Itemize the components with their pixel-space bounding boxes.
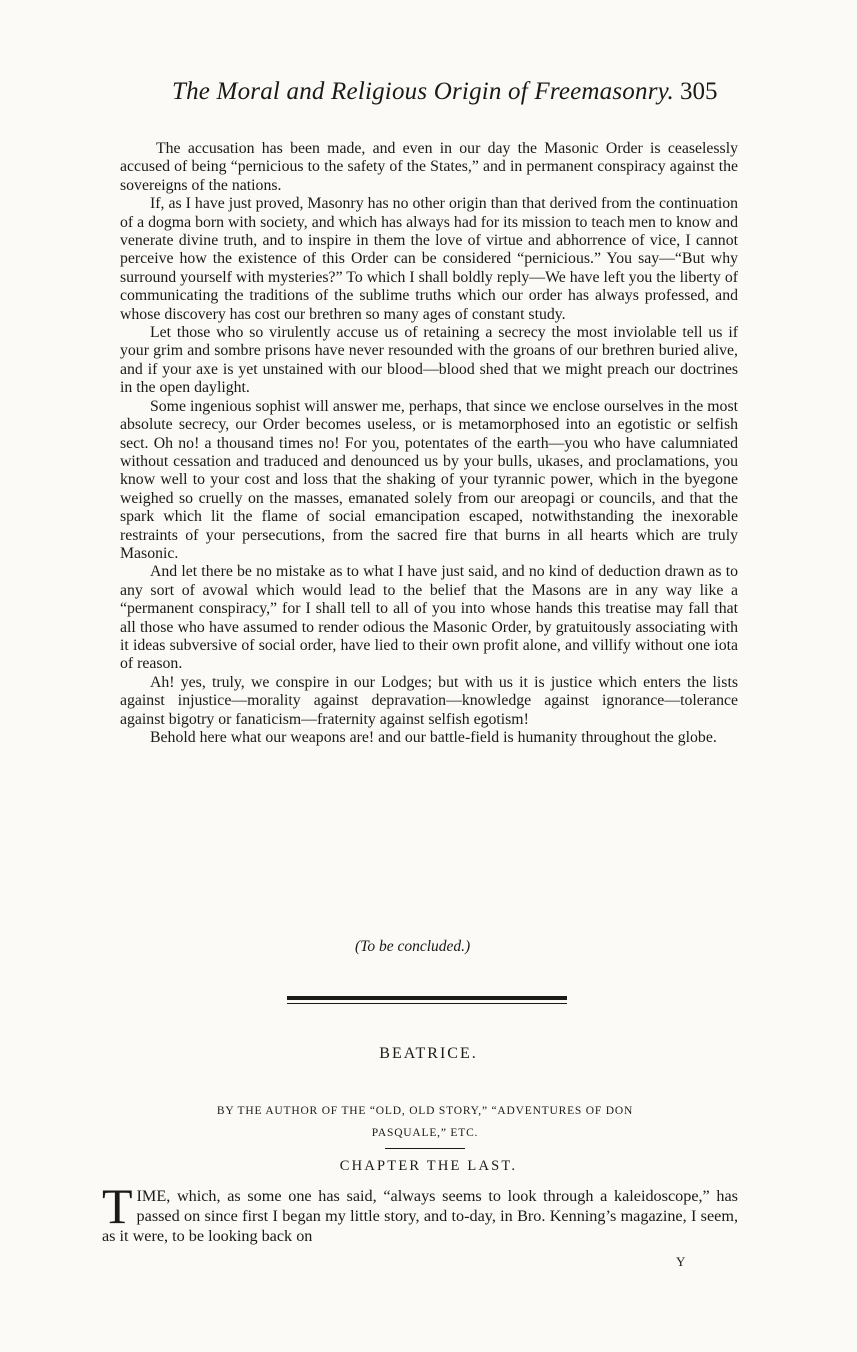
story-byline — [150, 1100, 700, 1144]
story-title: BEATRICE. — [379, 1045, 478, 1062]
section-divider-thick — [287, 996, 567, 1000]
article-paragraph: And let there be no mistake as to what I have just said, and no kind of deduction drawn as to any sort of avowal which would lead to the belief that the Masons are in any way like a “permanent conspiracy,” for I shall tell to all of you into whose hands this treatise may fall that all those who have assumed to render odious the Masonic Order, by gratuitously associating with it ideas subversive of social order, have lied to their own profit alone, and villify without one iota of reason. — [120, 563, 738, 673]
article-paragraph: Let those who so virulently accuse us of retaining a secrecy the most inviolable tell us if your grim and sombre prisons have never resounded with the groans of our brethren buried alive, and if your axe is yet unstained with our blood—blood shed that we might preach our doctrines in the open daylight. — [120, 324, 738, 397]
byline-divider — [385, 1148, 465, 1149]
drop-cap: T — [102, 1178, 133, 1234]
to-be-concluded-note: (To be concluded.) — [355, 938, 471, 955]
chapter-body — [102, 1178, 738, 1246]
page-number: 305 — [680, 78, 718, 105]
article-paragraph: Behold here what our weapons are! and our battle-field is humanity throughout the globe. — [150, 729, 717, 746]
chapter-opening-text: IME, which, as some one has said, “always seems to look through a kaleidoscope,” has passed on since first I began my little story, and to-day, in Bro. Kenning’s magazine, I seem, as it were, to be looking back on — [102, 1187, 738, 1245]
article-paragraph: If, as I have just proved, Masonry has no other origin than that derived from the continuation of a dogma born with society, and which has always had for its mission to teach men to know and venerate divine truth, and to inspire in them the love of virtue and abhorrence of vice, I cannot perceive how the existence of this Order can be considered “pernicious.” You say—“But why surround yourself with mysteries?” To which I shall boldly reply—We have left you the liberty of communicating the traditions of the sublime truths which our order has always professed, and whose discovery has cost our brethren so many ages of constant study. — [120, 195, 738, 323]
running-head — [0, 78, 857, 118]
byline-line: PASQUALE,” ETC. — [371, 1127, 479, 1139]
running-title: The Moral and Religious Origin of Freemasonry. — [172, 78, 674, 105]
chapter-heading: CHAPTER THE LAST. — [339, 1158, 518, 1174]
section-divider-thin — [287, 1003, 567, 1004]
byline-line: BY THE AUTHOR OF THE “OLD, OLD STORY,” “ADVENTURES OF DON — [216, 1105, 634, 1117]
article-paragraph: Some ingenious sophist will answer me, perhaps, that since we enclose ourselves in the most absolute secrecy, our Order becomes useless, or is metamorphosed into an egotistic or selfish sect. Oh no! a thousand times no! For you, potentates of the earth—you who have calumniated without cessation and traduced and denounced us by your bulls, ukases, and proclamations, you know well to your cost and loss that the shaking of your tyrannic power, which in the byegone weighed so cruelly on the masses, emanated solely from our areopagi or councils, and that the spark which lit the flame of social emancipation escaped, notwithstanding the inexorable restraints of your persecutions, from the sacred fire that burns in all hearts which are truly Masonic. — [120, 397, 738, 562]
article-paragraph: Ah! yes, truly, we conspire in our Lodges; but with us it is justice which enters the lists against injustice—morality against depravation—knowledge against ignorance—tolerance against bigotry or fanaticism—fraternity against selfish egotism! — [120, 673, 738, 728]
catchword: Y — [676, 1254, 686, 1269]
article-paragraph: The accusation has been made, and even in our day the Masonic Order is ceaselessly accused of being “pernicious to the safety of the States,” and in permanent conspiracy against the sovereigns of the nations. — [120, 140, 738, 194]
article-body — [120, 140, 738, 747]
